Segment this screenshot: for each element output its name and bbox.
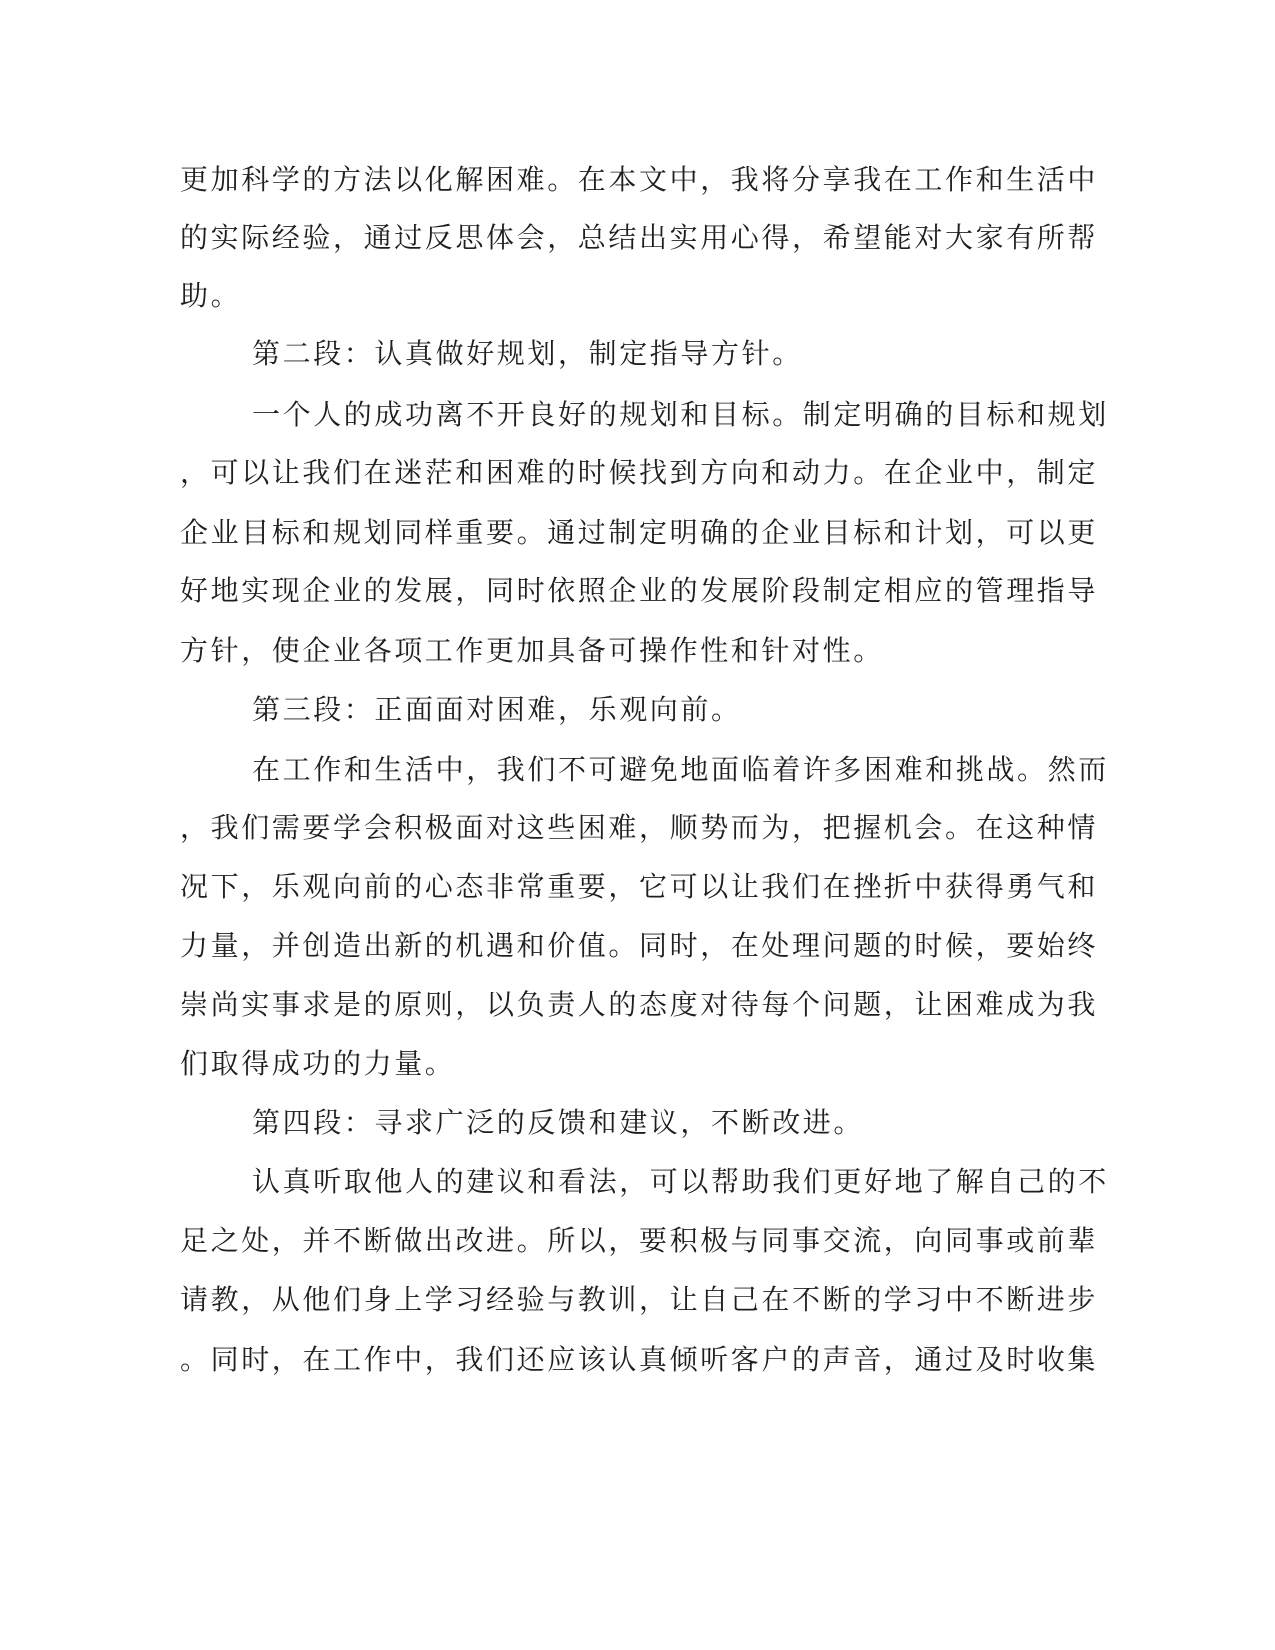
text-line: 况下，乐观向前的心态非常重要，它可以让我们在挫折中获得勇气和 bbox=[180, 870, 1099, 903]
text-line: 力量，并创造出新的机遇和价值。同时，在处理问题的时候，要始终 bbox=[180, 929, 1099, 962]
text-line: 企业目标和规划同样重要。通过制定明确的企业目标和计划，可以更 bbox=[180, 516, 1099, 549]
section-heading: 第二段：认真做好规划，制定指导方针。 bbox=[252, 337, 803, 370]
text-line: 们取得成功的力量。 bbox=[180, 1047, 456, 1080]
text-line: 请教，从他们身上学习经验与教训，让自己在不断的学习中不断进步 bbox=[180, 1283, 1099, 1316]
text-line: 认真听取他人的建议和看法，可以帮助我们更好地了解自己的不 bbox=[252, 1165, 1109, 1198]
text-line: 在工作和生活中，我们不可避免地面临着许多困难和挑战。然而 bbox=[252, 753, 1109, 786]
section-heading: 第三段：正面面对困难，乐观向前。 bbox=[252, 693, 742, 726]
text-line: 助。 bbox=[180, 279, 242, 312]
text-line: 崇尚实事求是的原则，以负责人的态度对待每个问题，让困难成为我 bbox=[180, 988, 1099, 1021]
text-line: ，我们需要学会积极面对这些困难，顺势而为，把握机会。在这种情 bbox=[180, 811, 1099, 844]
text-line: 一个人的成功离不开良好的规划和目标。制定明确的目标和规划 bbox=[252, 398, 1109, 431]
text-line: 的实际经验，通过反思体会，总结出实用心得，希望能对大家有所帮 bbox=[180, 221, 1099, 254]
section-heading: 第四段：寻求广泛的反馈和建议，不断改进。 bbox=[252, 1106, 865, 1139]
text-line: 方针，使企业各项工作更加具备可操作性和针对性。 bbox=[180, 634, 884, 667]
text-line: 。同时，在工作中，我们还应该认真倾听客户的声音，通过及时收集 bbox=[180, 1343, 1099, 1376]
text-line: 足之处，并不断做出改进。所以，要积极与同事交流，向同事或前辈 bbox=[180, 1224, 1099, 1257]
text-line: 更加科学的方法以化解困难。在本文中，我将分享我在工作和生活中 bbox=[180, 163, 1099, 196]
text-line: ，可以让我们在迷茫和困难的时候找到方向和动力。在企业中，制定 bbox=[180, 456, 1099, 489]
text-line: 好地实现企业的发展，同时依照企业的发展阶段制定相应的管理指导 bbox=[180, 574, 1099, 607]
